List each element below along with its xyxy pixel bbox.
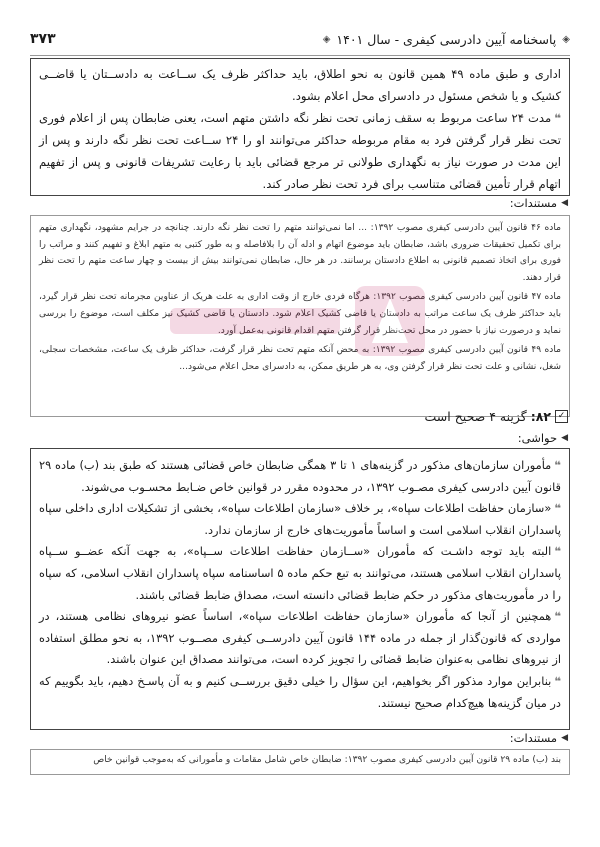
paragraph [39, 671, 561, 714]
notes-box [30, 448, 570, 730]
quote-icon: ❝ [554, 609, 561, 624]
paragraph-text: «سازمان حفاظت اطلاعات سپاه»، بر خلاف «سازمان اطلاعات سپاه»، بخشی از تشکیلات اداری داخلی سپاه پاسداران انقلاب اسلامی است و اساساً مأموریت‌های خارج از سازمان ندارد. [39, 501, 561, 537]
section-heading-references [510, 731, 568, 745]
diamond-icon: ◈ [562, 33, 570, 45]
question-number: ۸۲: [530, 409, 551, 424]
reference-item: بند (ب) ماده ۲۹ قانون آیین دادرسی کیفری مصوب ۱۳۹۲: ضابطان خاص شامل مقامات و مأمورانی که به‌موجب قوانین خاص [93, 755, 561, 765]
answer-text: گزینه ۴ صحیح است [424, 409, 527, 424]
header-title: پاسخنامه آیین دادرسی کیفری - سال ۱۴۰۱ [336, 31, 557, 47]
section-label: حواشی: [517, 431, 558, 445]
section-label: مستندات: [509, 196, 558, 210]
reference-item: ماده ۴۷ قانون آیین دادرسی کیفری مصوب ۱۳۹۲: هرگاه فردی خارج از وقت اداری به علت هریک از عناوین مجرمانه تحت نظر قرار گیرد، باید حداکثر ظرف یک ساعت مراتب به دادستان یا قاضی کشیک اعلام شود. دادستان یا قاضی کشیک نیز مکلف است، موضوع را بررسی نماید و درصورت نیاز با حضور در محل تحت‌نظر قرار گرفتن متهم اقدام قانونی به‌عمل آورد. [39, 292, 561, 336]
diamond-icon: ◈ [322, 33, 331, 45]
quote-icon: ❝ [554, 458, 561, 472]
answer-line [425, 409, 568, 424]
references-box [30, 749, 570, 775]
reference-item: ماده ۴۹ قانون آیین دادرسی کیفری مصوب ۱۳۹۲: به محض آنکه متهم تحت نظر قرار گرفت، حداکثر ظرف یک ساعت، مشخصات سجلی، شغل، نشانی و علت تحت نظر قرار گرفتن وی، به هر طریق ممکن، به دادسرای محل اعلام می‌شود... [39, 345, 561, 372]
paragraph [39, 541, 561, 606]
quote-icon: ❝ [554, 111, 561, 125]
explanation-box [30, 58, 570, 196]
paragraph [39, 455, 561, 498]
reference-item: ماده ۴۶ قانون آیین دادرسی کیفری مصوب ۱۳۹۲: ... اما نمی‌توانند متهم را تحت نظر نگه دارند. چنانچه در جرایم مشهود، نگهداری متهم برای تکمیل تحقیقات ضروری باشد، ضابطان باید موضوع اتهام و ادله آن را بلافاصله و به طور کتبی به متهم ابلاغ و تفهیم کنند و مراتب را فوری برای اتخاذ تصمیم قانونی به اطلاع دادستان برسانند. در هر حال، ضابطان نمی‌توانند بیش از بیست و چهار ساعت متهم را تحت نظر قرار دهند. [39, 223, 562, 283]
paragraph [39, 606, 561, 671]
quote-icon: ❝ [554, 501, 561, 516]
checkbox-icon: ✓ [555, 410, 568, 423]
paragraph-text: بنابراین موارد مذکور اگر بخواهیم، این سؤال را خیلی دقیق بررســی کنیم و به آن پاسـخ دهیم، باید بگوییم که در میان گزینه‌ها هیچ‌کدام صحیح نیستند. [39, 673, 561, 710]
page-header [30, 28, 570, 50]
paragraph-text: مدت ۲۴ ساعت مربوط به سقف زمانی تحت نظر نگه داشتن متهم است، یعنی ضابطان پس از اعلام فوری تحت نظر قرار گرفتن فرد به مقام مربوطه حداکثر می‌توانند او را ۲۴ ســاعت تحت نظر نگه دارند و پس از این مدت در صورت نیاز به نگهداری طولانی تر مرجع قضائی باید با رعایت تشریفات قانونی و پس از تفهیم اتهام قرار تأمین قضائی متناسب برای فرد تحت نظر صادر کند. [39, 111, 561, 191]
references-box [30, 215, 570, 417]
page-number: ۳۷۳ [30, 31, 56, 47]
header-divider [30, 55, 570, 56]
quote-icon: ❝ [554, 544, 561, 559]
paragraph-text: همچنین از آنجا که مأموران «سازمان حفاظت اطلاعات سپاه»، اساساً عضو نیروهای نظامی هستند، در مواردی که قانون‌گذار از جمله در ماده ۱۴۴ قانون آیین دادرســی کیفری مصــوب ۱۳۹۲، به نحو مطلق استفاده از نیروهای نظامی به‌عنوان ضابط قضائی را تجویز کرده است، می‌توانند مصداق این عنوان باشند. [39, 609, 561, 667]
paragraph-text: البته باید توجه داشـت که مأموران «ســازمان حفاظت اطلاعات ســپاه»، به جهت آنکه عضــو ســپاه پاسداران انقلاب اسلامی هستند، می‌توانند به تبع حکم ماده ۵ اساسنامه سپاه پاسداران انقلاب اسلامی، که سپاه را در مأموریت‌های مذکور در حکم ضابط قضائی دانسته است، مصداق ضابط قضائی باشند. [39, 544, 561, 602]
quote-icon: ❝ [554, 673, 561, 688]
section-label: مستندات: [509, 731, 558, 745]
arrow-left-icon: ◀ [561, 433, 568, 443]
paragraph [39, 107, 561, 195]
paragraph-text: مأموران سازمان‌های مذکور در گزینه‌های ۱ تا ۳ همگی ضابطان خاص قضائی هستند که طبق بند (ب) ماده ۲۹ قانون آیین دادرسی کیفری مصـوب ۱۳۹۲، در محدوده مقرر در قوانین خاص ضـابط محسـوب می‌شوند. [39, 458, 561, 494]
arrow-left-icon: ◀ [561, 733, 568, 743]
section-heading-notes [518, 431, 568, 445]
paragraph [39, 498, 561, 541]
arrow-left-icon: ◀ [561, 198, 568, 208]
paragraph: اداری و طبق ماده ۴۹ همین قانون به نحو اطلاق، باید حداکثر ظرف یک ســاعت به دادســتان یا قاضــی کشیک و یا شخص مسئول در دادسرای محل اعلام بشود. [39, 67, 562, 103]
section-heading-references [510, 196, 568, 210]
